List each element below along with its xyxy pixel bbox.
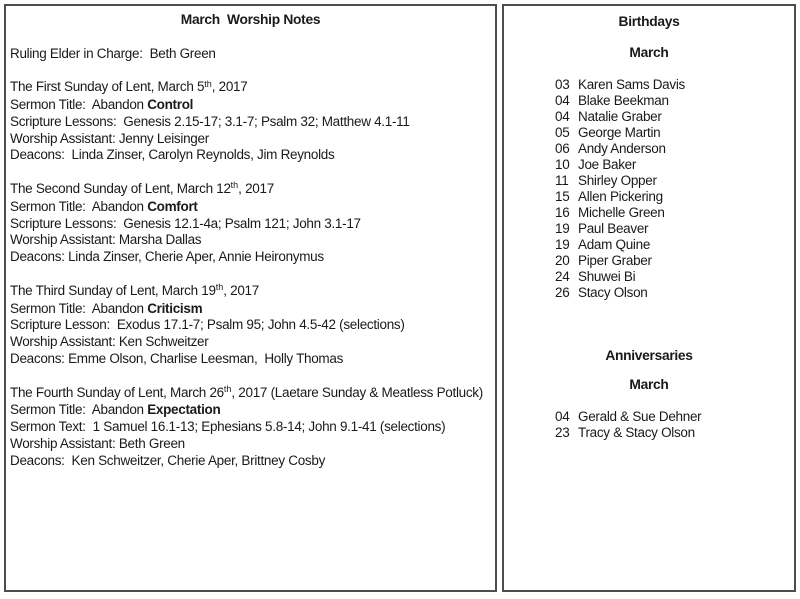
- day-number: 03: [555, 77, 570, 92]
- day-number: 06: [555, 141, 570, 156]
- day-number: 04: [555, 109, 570, 124]
- day-number: 04: [555, 409, 570, 424]
- person-name: Natalie Graber: [578, 109, 662, 124]
- person-name: Karen Sams Davis: [578, 77, 685, 92]
- anniversary-item: [555, 425, 794, 441]
- worship-section: [10, 181, 491, 266]
- worship-assistant-line: Worship Assistant: Ken Schweitzer: [10, 334, 209, 350]
- day-number: 11: [555, 173, 569, 188]
- sermon-topic: Control: [147, 96, 194, 112]
- scripture-line: Scripture Lesson: Exodus 17.1-7; Psalm 95; John 4.5-42 (selections): [10, 317, 405, 333]
- birthday-item: [555, 205, 794, 221]
- birthday-item: [555, 157, 794, 173]
- sermon-title-label: Sermon Title: Abandon: [10, 402, 148, 418]
- sermon-title-line: [10, 199, 491, 216]
- person-name: Piper Graber: [578, 253, 652, 268]
- sunday-date-text: The First Sunday of Lent, March 5: [10, 79, 205, 95]
- worship-section: [10, 385, 491, 470]
- sunday-date-year: , 2017: [211, 79, 248, 95]
- sermon-topic: Expectation: [147, 402, 221, 418]
- sunday-date-text: The Third Sunday of Lent, March 19: [10, 282, 216, 298]
- sunday-date-year: , 2017 (Laetare Sunday & Meatless Potluck): [231, 384, 483, 400]
- sunday-date-line: [10, 79, 491, 97]
- sunday-date-line: [10, 181, 491, 199]
- person-name: Shuwei Bi: [578, 269, 636, 284]
- person-name: Paul Beaver: [578, 221, 649, 236]
- birthday-item: [555, 141, 794, 157]
- sermon-title-line: [10, 301, 491, 318]
- worship-section: [10, 79, 491, 164]
- person-name: Gerald & Sue Dehner: [578, 409, 702, 424]
- day-number: 26: [555, 285, 570, 300]
- sermon-title-label: Sermon Title: Abandon: [10, 300, 148, 316]
- birthday-item: [555, 269, 794, 285]
- birthday-item: [555, 253, 794, 269]
- birthday-item: [555, 189, 794, 205]
- person-name: Blake Beekman: [578, 93, 669, 108]
- day-number: 24: [555, 269, 570, 284]
- day-number: 20: [555, 253, 570, 268]
- sermon-title-line: [10, 402, 491, 419]
- worship-assistant-line: Worship Assistant: Beth Green: [10, 435, 185, 451]
- worship-assistant-line: Worship Assistant: Jenny Leisinger: [10, 130, 209, 146]
- birthdays-month-heading: March: [629, 45, 669, 60]
- sunday-date-year: , 2017: [238, 180, 274, 196]
- day-number: 23: [555, 425, 570, 440]
- person-name: Stacy Olson: [578, 285, 648, 300]
- deacons-line: Deacons: Ken Schweitzer, Cherie Aper, Brittney Cosby: [10, 452, 326, 468]
- person-name: Shirley Opper: [578, 173, 657, 188]
- sermon-title-label: Sermon Title: Abandon: [10, 96, 148, 112]
- anniversary-list: [504, 409, 794, 441]
- worship-sections: [10, 79, 491, 469]
- person-name: Allen Pickering: [578, 189, 663, 204]
- ordinal-superscript: th: [230, 180, 239, 191]
- day-number: 16: [555, 205, 570, 220]
- birthday-item: [555, 125, 794, 141]
- scripture-line: Scripture Lessons: Genesis 12.1-4a; Psalm 121; John 3.1-17: [10, 215, 361, 231]
- sunday-date-text: The Second Sunday of Lent, March 12: [10, 180, 231, 196]
- ruling-elder-line: Ruling Elder in Charge: Beth Green: [10, 45, 216, 61]
- sunday-date-line: [10, 283, 491, 301]
- person-name: George Martin: [578, 125, 661, 140]
- day-number: 05: [555, 125, 570, 140]
- worship-section: [10, 283, 491, 368]
- birthday-item: [555, 93, 794, 109]
- birthday-item: [555, 285, 794, 301]
- sermon-topic: Comfort: [147, 198, 198, 214]
- person-name: Michelle Green: [578, 205, 665, 220]
- birthday-item: [555, 221, 794, 237]
- sunday-date-line: [10, 385, 491, 403]
- birthday-item: [555, 77, 794, 93]
- ordinal-superscript: th: [215, 282, 224, 293]
- scripture-line: Sermon Text: 1 Samuel 16.1-13; Ephesians 5.8-14; John 9.1-41 (selections): [10, 419, 446, 435]
- day-number: 15: [555, 189, 570, 204]
- sunday-date-year: , 2017: [223, 282, 259, 298]
- person-name: Joe Baker: [578, 157, 637, 172]
- birthday-list: [504, 77, 794, 301]
- day-number: 19: [555, 237, 570, 252]
- worship-assistant-line: Worship Assistant: Marsha Dallas: [10, 232, 202, 248]
- deacons-line: Deacons: Linda Zinser, Carolyn Reynolds, Jim Reynolds: [10, 147, 335, 163]
- person-name: Andy Anderson: [578, 141, 666, 156]
- day-number: 04: [555, 93, 570, 108]
- birthday-item: [555, 109, 794, 125]
- anniversaries-heading: Anniversaries: [605, 348, 693, 363]
- person-name: Adam Quine: [578, 237, 651, 252]
- anniversaries-month-heading: March: [629, 377, 669, 392]
- birthday-item: [555, 237, 794, 253]
- ordinal-superscript: th: [223, 384, 232, 395]
- events-panel: [502, 4, 796, 592]
- day-number: 19: [555, 221, 570, 236]
- sermon-title-line: [10, 97, 491, 114]
- day-number: 10: [555, 157, 570, 172]
- scripture-line: Scripture Lessons: Genesis 2.15-17; 3.1-7; Psalm 32; Matthew 4.1-11: [10, 113, 410, 129]
- ordinal-superscript: th: [204, 78, 212, 89]
- page-title: March Worship Notes: [180, 12, 321, 27]
- birthdays-heading: Birthdays: [618, 14, 680, 29]
- person-name: Tracy & Stacy Olson: [578, 425, 695, 440]
- sermon-topic: Criticism: [147, 300, 203, 316]
- deacons-line: Deacons: Emme Olson, Charlise Leesman, Holly Thomas: [10, 350, 344, 366]
- birthday-item: [555, 173, 794, 189]
- sunday-date-text: The Fourth Sunday of Lent, March 26: [10, 384, 224, 400]
- sermon-title-label: Sermon Title: Abandon: [10, 198, 148, 214]
- deacons-line: Deacons: Linda Zinser, Cherie Aper, Annie Heironymus: [10, 249, 324, 265]
- worship-notes-panel: [4, 4, 497, 592]
- anniversary-item: [555, 409, 794, 425]
